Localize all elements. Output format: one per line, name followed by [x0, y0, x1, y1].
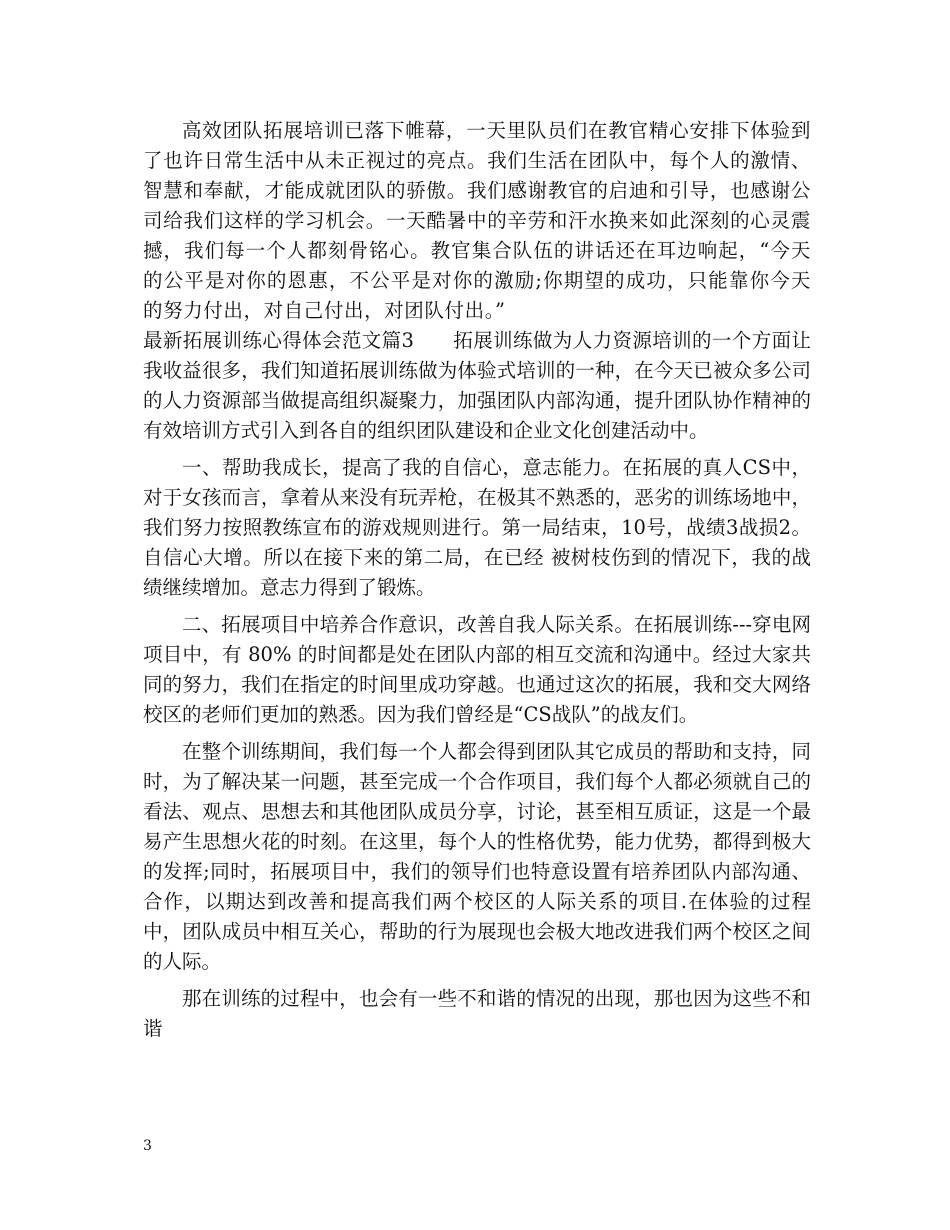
paragraph-point-two: 二、拓展项目中培养合作意识，改善自我人际关系。在拓展训练---穿电网项目中，有 80% 的时间都是处在团队内部的相互交流和沟通中。经过大家共同的努力，我们在指定的时间里成功穿越。也通过这次的拓展，我和交大网络校区的老师们更加的熟悉。因为我们曾经是“CS战队”的战友们。: [143, 613, 811, 726]
paragraph-team-training-summary: 高效团队拓展培训已落下帷幕，一天里队员们在教官精心安排下体验到了也许日常生活中从未正视过的亮点。我们生活在团队中，每个人的激情、智慧和奉献，才能成就团队的骄傲。我们感谢教官的启迪和引导，也感谢公司给我们这样的学习机会。一天酷暑中的辛劳和汗水换来如此深刻的心灵震撼，我们每一个人都刻骨铭心。教官集合队伍的讲话还在耳边响起，“今天的公平是对你的恩惠，不公平是对你的激励;你期望的成功，只能靠你今天的努力付出，对自己付出，对团队付出。”: [143, 119, 811, 322]
document-body: [143, 116, 811, 1044]
essay-intro-text: 拓展训练做为人力资源培训的一个方面让我收益很多，我们知道拓展训练做为体验式培训的一种，在今天已被众多公司的人力资源部当做提高组织凝聚力，加强团队内部沟通，提升团队协作精神的有效培训方式引入到各自的组织团队建设和企业文化创建活动中。: [143, 329, 811, 442]
paragraph-training-period: 在整个训练期间，我们每一个人都会得到团队其它成员的帮助和支持，同时，为了解决某一问题，甚至完成一个合作项目，我们每个人都必须就自己的看法、观点、思想去和其他团队成员分享，讨论，甚至相互质证，这是一个最易产生思想火花的时刻。在这里，每个人的性格优势，能力优势，都得到极大的发挥;同时，拓展项目中，我们的领导们也特意设置有培养团队内部沟通、合作，以期达到改善和提高我们两个校区的人际关系的项目.在体验的过程中，团队成员中相互关心，帮助的行为展现也会极大地改进我们两个校区之间的人际。: [143, 740, 811, 973]
paragraph-essay-3-intro: [143, 326, 811, 446]
paragraph-disharmony: 那在训练的过程中，也会有一些不和谐的情况的出现，那也因为这些不和谐: [143, 987, 811, 1040]
paragraph-point-one: 一、帮助我成长，提高了我的自信心，意志能力。在拓展的真人CS中，对于女孩而言，拿着从来没有玩弄枪，在极其不熟悉的，恶劣的训练场地中，我们努力按照教练宣布的游戏规则进行。第一局结束，10号，战绩3战损2。自信心大增。所以在接下来的第二局，在已经 被树枝伤到的情况下，我的战绩继续增加。意志力得到了锻炼。: [143, 456, 811, 599]
essay-heading: 最新拓展训练心得体会范文篇3: [143, 329, 414, 352]
page-number: 3: [143, 1138, 152, 1154]
essay-heading-spacer: [414, 329, 453, 352]
